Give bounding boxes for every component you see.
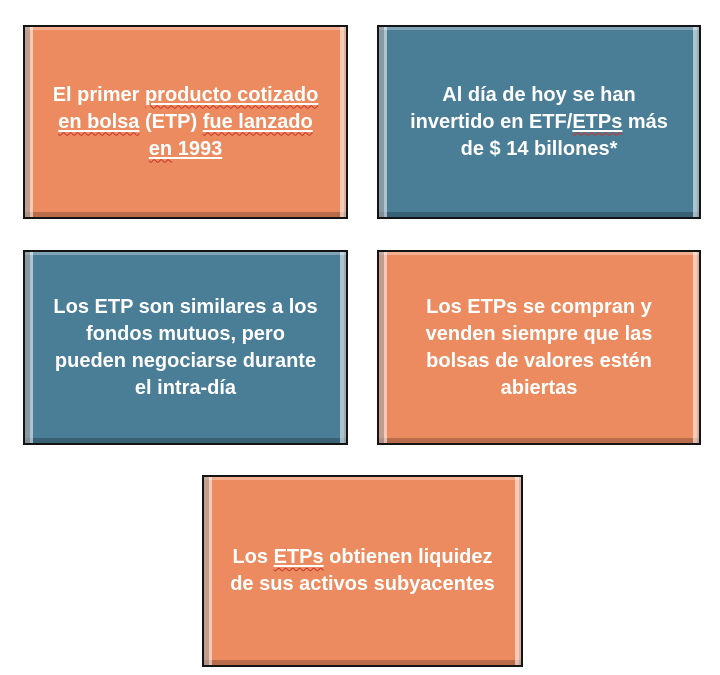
card-text-line [391, 375, 687, 402]
card-text-line [37, 82, 334, 109]
card-invested-14-billions [377, 25, 701, 219]
card-text-line [391, 82, 687, 109]
card-text [25, 82, 346, 163]
card-text-segment: bolsas de valores estén [426, 349, 652, 372]
card-text-segment [145, 84, 318, 106]
card-text-segment [149, 138, 172, 160]
card-similar-mutual-funds [23, 250, 348, 445]
card-traded-when-exchanges-open [377, 250, 701, 445]
card-text-segment: de $ 14 billones* [460, 137, 618, 160]
card-text-segment: obtienen liquidez [323, 546, 493, 568]
card-text [204, 544, 521, 598]
card-text-segment: abiertas [500, 376, 578, 399]
card-liquidity-underlying-assets [202, 475, 523, 667]
card-text-line [216, 571, 509, 598]
card-text-segment: Al día de hoy se han [442, 83, 636, 106]
card-text-segment [274, 546, 324, 568]
card-text [379, 294, 699, 402]
card-text-segment [203, 111, 313, 133]
spellcheck-flagged-text: fue lanzado [202, 110, 313, 133]
spellcheck-flagged-text: producto cotizado [144, 83, 319, 106]
card-text-line [391, 294, 687, 321]
spellcheck-flagged-text: ETPs [273, 546, 324, 568]
card-text-line [216, 544, 509, 571]
card-text-segment: (ETP) [139, 110, 203, 133]
card-text-line [391, 348, 687, 375]
spellcheck-flagged-text: en [148, 137, 173, 160]
card-text-segment: venden siempre que las [425, 322, 653, 345]
card-text-segment [572, 111, 622, 133]
card-text [25, 294, 346, 402]
card-text-line [391, 136, 687, 163]
card-text-line [37, 109, 334, 136]
spellcheck-flagged-text: ETPs [572, 110, 623, 133]
card-text [379, 82, 699, 163]
card-text-line [391, 321, 687, 348]
card-text-segment: de sus activos subyacentes [230, 573, 495, 595]
card-text-line [37, 136, 334, 163]
card-text-line [37, 294, 334, 321]
card-text-segment: Los [232, 546, 274, 568]
card-text-segment: Los ETPs se compran y [426, 295, 652, 318]
card-text-segment: El primer [52, 83, 145, 106]
card-text-segment: pueden negociarse durante [54, 349, 317, 372]
card-text-segment: Los ETP son similares a los [53, 295, 318, 318]
card-text-line [37, 348, 334, 375]
card-text-segment: el intra-día [134, 376, 237, 399]
card-text-segment: 1993 [172, 137, 223, 160]
card-text-segment [58, 111, 139, 133]
card-text-line [37, 321, 334, 348]
card-text-line [391, 109, 687, 136]
card-text-segment: más [622, 110, 668, 133]
card-text-line [37, 375, 334, 402]
spellcheck-flagged-text: en bolsa [58, 110, 140, 133]
card-text-segment: invertido en ETF/ [410, 110, 573, 133]
card-text-segment: fondos mutuos, pero [86, 322, 285, 345]
card-first-etp-1993 [23, 25, 348, 219]
